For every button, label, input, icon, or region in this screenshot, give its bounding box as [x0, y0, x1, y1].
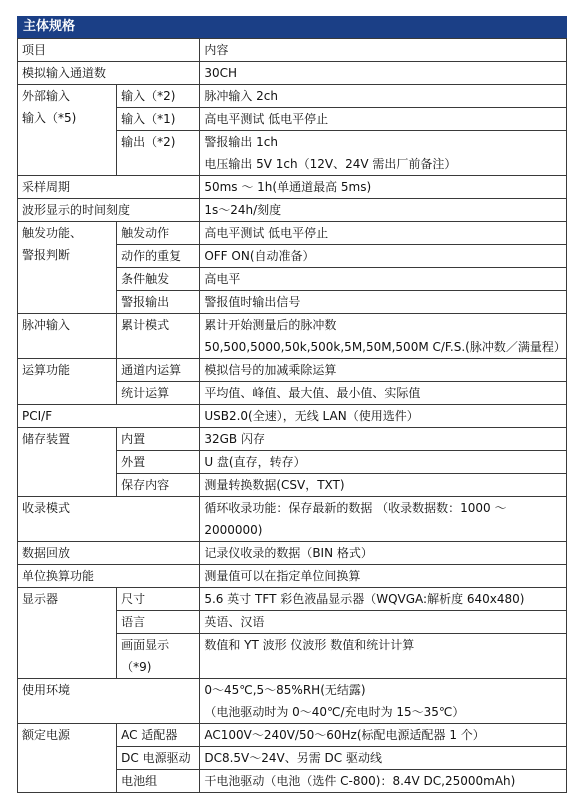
row-value: 脉冲输入 2ch — [200, 85, 567, 108]
sub-label: 电池组 — [117, 770, 200, 793]
row-label: 储存装置 — [18, 428, 117, 497]
sub-label-line: 画面显示 — [121, 638, 170, 652]
sub-label: 外置 — [117, 451, 200, 474]
row-label: 波形显示的时间刻度 — [18, 199, 200, 222]
row-value: USB2.0(全速），无线 LAN（使用选件） — [200, 405, 567, 428]
sub-label: 保存内容 — [117, 474, 200, 497]
table-row — [18, 85, 567, 108]
row-label — [18, 222, 117, 314]
row-label: 运算功能 — [18, 359, 117, 405]
row-value: 模拟信号的加减乘除运算 — [200, 359, 567, 382]
sub-label: 输入（*2) — [117, 85, 200, 108]
row-label: 模拟输入通道数 — [18, 62, 200, 85]
row-value: 测量转换数据(CSV，TXT) — [200, 474, 567, 497]
spec-table — [17, 38, 567, 793]
row-label: 额定电源 — [18, 724, 117, 793]
row-value: U 盘(直存，转存） — [200, 451, 567, 474]
sub-label: 语言 — [117, 611, 200, 634]
row-label: 脉冲输入 — [18, 314, 117, 359]
sub-label: DC 电源驱动 — [117, 747, 200, 770]
spec-sheet — [17, 16, 567, 793]
table-header-item: 项目 — [18, 39, 200, 62]
row-label-line: 警报判断 — [22, 248, 71, 262]
row-value — [200, 314, 567, 359]
row-value: 30CH — [200, 62, 567, 85]
sub-label: 条件触发 — [117, 268, 200, 291]
table-row — [18, 497, 567, 542]
row-value: DC8.5V～24V、另需 DC 驱动线 — [200, 747, 567, 770]
row-value: 英语、汉语 — [200, 611, 567, 634]
table-row — [18, 314, 567, 359]
row-label-line: 外部输入 — [22, 89, 71, 103]
table-row — [18, 176, 567, 199]
row-label: 使用环境 — [18, 679, 200, 724]
row-value: 1s～24h/刻度 — [200, 199, 567, 222]
table-header-content: 内容 — [200, 39, 567, 62]
row-value-line: 警报输出 1ch — [204, 135, 278, 149]
row-value-line: 2000000) — [204, 523, 263, 537]
row-label — [18, 85, 117, 176]
sub-label: 累计模式 — [117, 314, 200, 359]
row-value — [200, 497, 567, 542]
sub-label: 统计运算 — [117, 382, 200, 405]
sub-label: AC 适配器 — [117, 724, 200, 747]
row-value: OFF ON(自动准备） — [200, 245, 567, 268]
row-value-line: 电压输出 5V 1ch（12V、24V 需出厂前备注） — [204, 157, 457, 171]
sub-label: 触发动作 — [117, 222, 200, 245]
row-value-line: 循环收录功能：保存最新的数据 （收录数据数：1000 ～ — [204, 501, 507, 515]
sub-label: 警报输出 — [117, 291, 200, 314]
table-row — [18, 222, 567, 245]
row-label-line: 输入（*5) — [22, 111, 77, 125]
table-row — [18, 359, 567, 382]
sub-label: 动作的重复 — [117, 245, 200, 268]
row-value: AC100V～240V/50～60Hz(标配电源适配器 1 个） — [200, 724, 567, 747]
row-value: 记录仪收录的数据（BIN 格式） — [200, 542, 567, 565]
sub-label: 通道内运算 — [117, 359, 200, 382]
table-row — [18, 39, 567, 62]
row-value — [200, 131, 567, 176]
row-value: 32GB 闪存 — [200, 428, 567, 451]
sub-label — [117, 634, 200, 679]
row-label: PCI/F — [18, 405, 200, 428]
row-value: 平均值、峰值、最大值、最小值、实际值 — [200, 382, 567, 405]
row-value-line: 0～45℃,5～85%RH(无结露) — [204, 683, 366, 697]
row-value: 干电池驱动（电池（选件 C-800)：8.4V DC,25000mAh) — [200, 770, 567, 793]
table-row — [18, 199, 567, 222]
table-row — [18, 565, 567, 588]
table-row — [18, 62, 567, 85]
row-value: 高电平 — [200, 268, 567, 291]
sub-label: 输出（*2) — [117, 131, 200, 176]
row-value-line: 50,500,5000,50k,500k,5M,50M,500M C/F.S.(脉冲数／满量程） — [204, 340, 566, 354]
row-value: 测量值可以在指定单位间换算 — [200, 565, 567, 588]
row-value: 警报值时输出信号 — [200, 291, 567, 314]
row-value-line: 累计开始测量后的脉冲数 — [204, 318, 337, 332]
row-value-line: （电池驱动时为 0～40℃/充电时为 15～35℃） — [204, 705, 465, 719]
table-row — [18, 542, 567, 565]
sub-label: 输入（*1) — [117, 108, 200, 131]
row-label: 收录模式 — [18, 497, 200, 542]
row-label: 数据回放 — [18, 542, 200, 565]
sub-label: 尺寸 — [117, 588, 200, 611]
table-row — [18, 588, 567, 611]
row-value: 5.6 英寸 TFT 彩色液晶显示器（WQVGA:解析度 640x480) — [200, 588, 567, 611]
row-value: 高电平测试 低电平停止 — [200, 108, 567, 131]
table-row — [18, 405, 567, 428]
table-row — [18, 679, 567, 724]
row-value: 数值和 YT 波形 仪波形 数值和统计计算 — [200, 634, 567, 679]
row-value: 高电平测试 低电平停止 — [200, 222, 567, 245]
row-label: 采样周期 — [18, 176, 200, 199]
section-title: 主体规格 — [17, 16, 567, 38]
row-label: 显示器 — [18, 588, 117, 679]
table-row — [18, 428, 567, 451]
sub-label-line: （*9) — [121, 660, 152, 674]
row-label: 单位换算功能 — [18, 565, 200, 588]
row-label-line: 触发功能、 — [22, 226, 83, 240]
sub-label: 内置 — [117, 428, 200, 451]
table-row — [18, 724, 567, 747]
row-value: 50ms ～ 1h(单通道最高 5ms) — [200, 176, 567, 199]
row-value — [200, 679, 567, 724]
